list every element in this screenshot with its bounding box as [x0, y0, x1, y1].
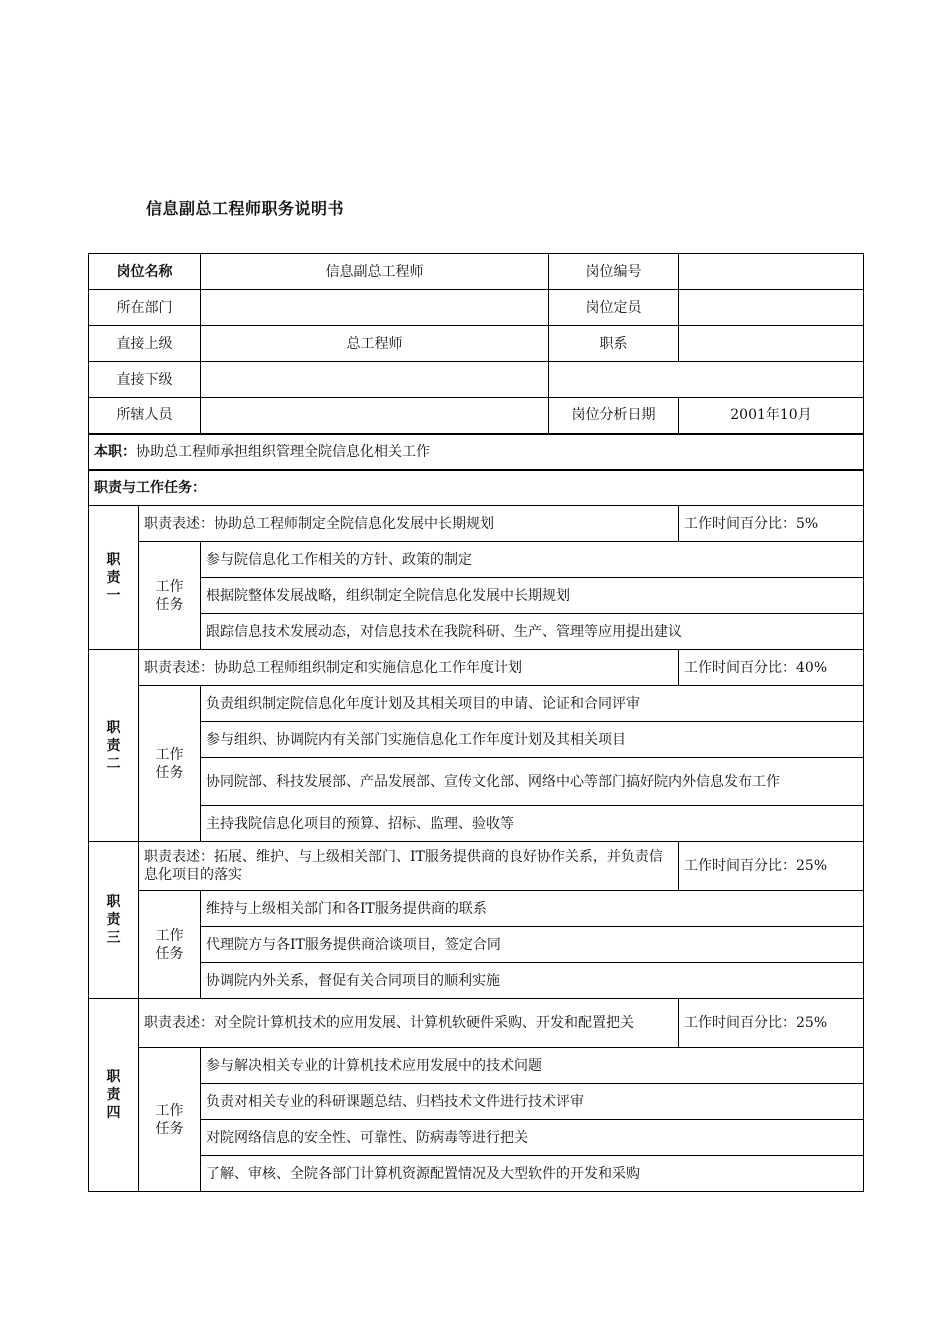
info-row-department: [89, 290, 864, 326]
duty-2-task-1: 负责组织制定院信息化年度计划及其相关项目的申请、论证和合同评审: [201, 686, 864, 722]
duty-3-task-1: 维持与上级相关部门和各IT服务提供商的联系: [201, 891, 864, 927]
duty-2-description: 职责表述：协助总工程师组织制定和实施信息化工作年度计划: [139, 650, 679, 686]
job-description-table: [88, 253, 864, 1192]
info-row-superior: [89, 326, 864, 362]
series-label: 职系: [549, 326, 679, 362]
duty-2-task-row: [89, 758, 864, 806]
duty-4-description-row: [89, 999, 864, 1048]
duty-4-task-1: 参与解决相关专业的计算机技术应用发展中的技术问题: [201, 1048, 864, 1084]
duty-2-task-2: 参与组织、协调院内有关部门实施信息化工作年度计划及其相关项目: [201, 722, 864, 758]
position-name-value: 信息副总工程师: [201, 254, 549, 290]
duty-1-task-1: 参与院信息化工作相关的方针、政策的制定: [201, 542, 864, 578]
duty-4-description: 职责表述：对全院计算机技术的应用发展、计算机软硬件采购、开发和配置把关: [139, 999, 679, 1048]
duty-4-task-4: 了解、审核、全院各部门计算机资源配置情况及大型软件的开发和采购: [201, 1156, 864, 1192]
duty-1-task-row: [89, 614, 864, 650]
duty-4-name: 职 责 四: [89, 999, 139, 1192]
duty-1-task-label: 工作 任务: [139, 542, 201, 650]
analysis-date-label: 岗位分析日期: [549, 398, 679, 434]
duty-2-task-row: [89, 686, 864, 722]
duty-3-time-share: 工作时间百分比：25%: [679, 842, 864, 891]
department-label: 所在部门: [89, 290, 201, 326]
position-code-value: [679, 254, 864, 290]
duty-1-task-2: 根据院整体发展战略，组织制定全院信息化发展中长期规划: [201, 578, 864, 614]
duty-3-task-3: 协调院内外关系，督促有关合同项目的顺利实施: [201, 963, 864, 999]
duty-3-task-row: [89, 963, 864, 999]
duty-1-time-share: 工作时间百分比：5%: [679, 506, 864, 542]
duty-3-description: 职责表述：拓展、维护、与上级相关部门、IT服务提供商的良好协作关系，并负责信息化项目的落实: [139, 842, 679, 891]
subordinate-label: 直接下级: [89, 362, 201, 398]
duty-4-task-2: 负责对相关专业的科研课题总结、归档技术文件进行技术评审: [201, 1084, 864, 1120]
summary-cell: [89, 434, 864, 470]
duty-4-task-row: [89, 1156, 864, 1192]
info-row-position: [89, 254, 864, 290]
summary-text: 协助总工程师承担组织管理全院信息化相关工作: [136, 443, 430, 460]
duty-4-task-row: [89, 1084, 864, 1120]
duty-1-task-row: [89, 578, 864, 614]
duty-3-name: 职 责 三: [89, 842, 139, 999]
duty-2-task-row: [89, 806, 864, 842]
headcount-label: 岗位定员: [549, 290, 679, 326]
info-row-managed: [89, 398, 864, 434]
duty-1-task-row: [89, 542, 864, 578]
managed-value: [201, 398, 549, 434]
duties-header: 职责与工作任务：: [89, 470, 864, 506]
position-code-label: 岗位编号: [549, 254, 679, 290]
duty-4-task-3: 对院网络信息的安全性、可靠性、防病毒等进行把关: [201, 1120, 864, 1156]
duty-1-description: 职责表述：协助总工程师制定全院信息化发展中长期规划: [139, 506, 679, 542]
series-value: [679, 326, 864, 362]
department-value: [201, 290, 549, 326]
duty-4-time-share: 工作时间百分比：25%: [679, 999, 864, 1048]
duty-4-task-row: [89, 1048, 864, 1084]
duties-header-row: [89, 470, 864, 506]
duty-1-description-row: [89, 506, 864, 542]
duty-3-description-row: [89, 842, 864, 891]
duty-2-name: 职 责 二: [89, 650, 139, 842]
subordinate-value: [201, 362, 549, 398]
managed-label: 所辖人员: [89, 398, 201, 434]
headcount-value: [679, 290, 864, 326]
summary-label: 本职：: [94, 443, 136, 460]
duty-2-description-row: [89, 650, 864, 686]
superior-label: 直接上级: [89, 326, 201, 362]
duty-1-name: 职 责 一: [89, 506, 139, 650]
duty-2-task-row: [89, 722, 864, 758]
duty-2-task-3: 协同院部、科技发展部、产品发展部、宣传文化部、网络中心等部门搞好院内外信息发布工作: [201, 758, 864, 806]
duty-4-task-row: [89, 1120, 864, 1156]
empty-cell: [549, 362, 864, 398]
superior-value: 总工程师: [201, 326, 549, 362]
position-name-label: 岗位名称: [89, 254, 201, 290]
duty-4-task-label: 工作 任务: [139, 1048, 201, 1192]
duty-3-task-2: 代理院方与各IT服务提供商洽谈项目，签定合同: [201, 927, 864, 963]
info-row-subordinate: [89, 362, 864, 398]
analysis-date-value: 2001年10月: [679, 398, 864, 434]
document-title: 信息副总工程师职务说明书: [146, 199, 345, 218]
duty-3-task-label: 工作 任务: [139, 891, 201, 999]
duty-3-task-row: [89, 891, 864, 927]
duty-2-task-4: 主持我院信息化项目的预算、招标、监理、验收等: [201, 806, 864, 842]
duty-2-task-label: 工作 任务: [139, 686, 201, 842]
summary-row: [89, 434, 864, 470]
duty-1-task-3: 跟踪信息技术发展动态，对信息技术在我院科研、生产、管理等应用提出建议: [201, 614, 864, 650]
duty-2-time-share: 工作时间百分比：40%: [679, 650, 864, 686]
duty-3-task-row: [89, 927, 864, 963]
